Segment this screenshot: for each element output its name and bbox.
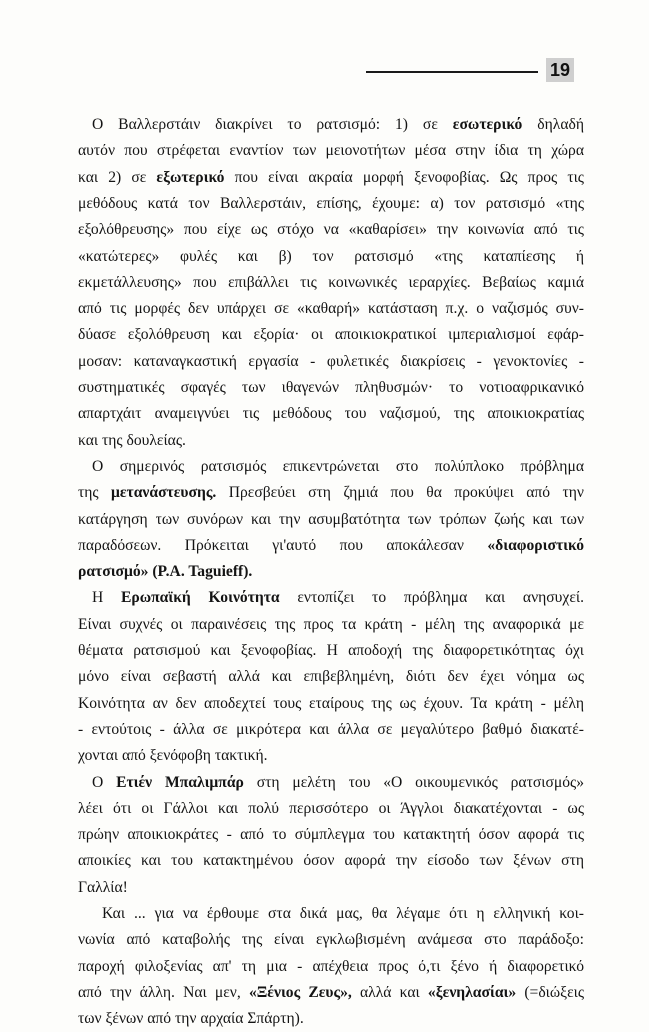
text-run: μεθόδους κατά τον Βαλλερστάιν, επίσης, έχουμε: α) τον ρατσισμό «της — [78, 194, 584, 212]
text-line — [78, 638, 584, 664]
text-run: από τις μορφές δεν υπάρχει σε «καθαρή» κατάσταση π.χ. ο ναζισμός συν- — [78, 300, 584, 318]
text-line — [78, 191, 584, 217]
text-line — [78, 217, 584, 243]
text-line — [78, 349, 584, 375]
text-run: Πρεσβεύει στη ζημιά που θα προκύψει από την — [216, 484, 584, 502]
text-line — [78, 822, 584, 848]
text-line — [78, 480, 584, 506]
text-line — [78, 717, 584, 743]
page-number: 19 — [546, 58, 574, 82]
text-line — [78, 559, 584, 585]
text-line — [78, 691, 584, 717]
bold-term: Ερωπαϊκή Κοινότητα — [121, 589, 280, 607]
text-line — [78, 954, 584, 980]
text-line — [78, 848, 584, 874]
bold-term: εξωτερικό — [156, 168, 225, 186]
text-run: λέει ότι οι Γάλλοι και πολύ περισσότερο οι Άγγλοι διακατέχονται - ως — [78, 799, 584, 817]
text-run: που είναι ακραία μορφή ξενοφοβίας. Ως προς τις — [224, 168, 584, 186]
text-line — [78, 296, 584, 322]
text-line — [92, 454, 584, 480]
bold-term: μετανάστευσης. — [111, 484, 217, 502]
bold-term: «Ξένιος Ζευς», — [248, 983, 352, 1001]
text-line — [78, 796, 584, 822]
text-line — [78, 244, 584, 270]
text-run: παροχή φιλοξενίας απ' τη μια - απέχθεια προς ό,τι ξένο ή διαφορετικό — [78, 957, 584, 975]
text-line — [78, 533, 584, 559]
bold-term: Ετιέν Μπαλιμπάρ — [116, 773, 244, 791]
text-line — [78, 507, 584, 533]
text-run: των ξένων από την αρχαία Σπάρτη). — [78, 1010, 304, 1028]
text-run: «κατώτερες» φυλές και β) τον ρατσισμό «της καταπίεσης ή — [78, 247, 584, 265]
text-run: και 2) σε — [78, 168, 157, 186]
text-run: θέματα ρατσισμού και ξενοφοβίας. Η αποδοχή της διαφορετικότητας όχι — [78, 642, 584, 659]
text-run: Ο — [92, 773, 117, 791]
text-run: δύασε εξολόθρευση και εξορία· οι αποικιοκρατικοί ιμπεριαλισμοί εφάρ- — [78, 326, 584, 344]
text-line — [78, 322, 584, 348]
text-run: από την άλλη. Ναι μεν, — [78, 983, 249, 1001]
text-run: (=διώξεις — [516, 983, 585, 1001]
text-line — [102, 901, 584, 927]
text-line — [78, 612, 584, 638]
text-run: Και ... για να έρθουμε στα δικά μας, θα λέγαμε ότι η ελληνική κοι- — [102, 905, 584, 922]
text-line — [78, 375, 584, 401]
text-run: μόνο είναι σεβαστή αλλά και επιβεβλημένη, διότι δεν έχει νόημα ως — [78, 668, 584, 686]
bold-term: «διαφοριστικό — [487, 536, 584, 554]
text-line — [78, 664, 584, 690]
text-line — [92, 585, 584, 611]
bold-term: ρατσισμό» (P.A. Taguieff). — [78, 563, 253, 581]
text-run: κατάργηση των συνόρων και την ασυμβατότητα των τρόπων ζωής και των — [78, 510, 584, 528]
text-run: πρώην αποικιοκράτες - από το σύμπλεγμα του κατακτητή όσον αφορά τις — [78, 826, 584, 844]
text-run: αλλά και — [351, 983, 428, 1001]
text-run: αποικίες και του κατακτημένου όσον αφορά την είσοδο των ξένων στη — [78, 852, 584, 870]
text-line — [78, 270, 584, 296]
header-rule — [366, 71, 538, 73]
text-run: Η — [92, 589, 121, 607]
text-line — [78, 875, 584, 901]
text-line — [78, 980, 584, 1006]
text-line — [78, 927, 584, 953]
text-run: δηλαδή — [522, 116, 584, 133]
text-line — [78, 138, 584, 164]
text-run: παραδόσεων. Πρόκειται γι'αυτό που αποκάλεσαν — [78, 536, 488, 554]
bold-term: εσωτερικό — [452, 116, 523, 133]
text-run: εξολόθρευσης» που είχε ως στόχο να «καθαρίσει» την κοινωνία από τις — [78, 221, 584, 239]
bold-term: «ξενηλασίαι» — [427, 983, 517, 1001]
text-run: Είναι συχνές οι παραινέσεις της προς τα κράτη - μέλη της αναφορικά με — [78, 615, 584, 633]
text-run: - εντούτοις - άλλα σε μικρότερα και άλλα σε μεγαλύτερο βαθμό διακατέ- — [78, 720, 584, 738]
text-run: νωνία από καταβολής της είναι εγκλωβισμένη ανάμεσα στο παράδοξο: — [78, 931, 584, 949]
text-run: Ο σημερινός ρατσισμός επικεντρώνεται στο πολύπλοκο πρόβλημα — [92, 457, 584, 475]
text-run: και της δουλείας. — [78, 431, 186, 449]
text-line — [78, 401, 584, 427]
text-run: στη μελέτη του «Ο οικουμενικός ρατσισμός» — [243, 773, 584, 791]
text-line — [92, 770, 584, 796]
text-line — [78, 165, 584, 191]
text-run: εκμετάλλευσης» που επιβάλλει τις κοινωνικές ιεραρχίες. Βεβαίως καμιά — [78, 273, 584, 291]
text-run: συστηματικές σφαγές των ιθαγενών πληθυσμών· το νοτιοαφρικανικό — [78, 379, 584, 396]
text-run: Κοινότητα αν δεν αποδεχτεί τους εταίρους της ως έχουν. Τα κράτη - μέλη — [78, 694, 584, 712]
text-run: Ο Βαλλερστάιν διακρίνει το ρατσισμό: 1) σε — [92, 116, 453, 133]
text-line — [78, 1006, 584, 1032]
text-run: αυτόν που στρέφεται εναντίον των μειονοτήτων μέσα στην ίδια τη χώρα — [78, 142, 584, 160]
text-line — [78, 428, 584, 454]
text-line — [92, 112, 584, 138]
text-run: μοσαν: καταναγκαστική εργασία - φυλετικές διακρίσεις - γενοκτονίες - — [78, 352, 584, 370]
text-run: Γαλλία! — [78, 878, 128, 896]
text-run: εντοπίζει το πρόβλημα και ανησυχεί. — [279, 589, 584, 607]
text-run: της — [78, 484, 112, 502]
text-run: απαρτχάιτ αναμειγνύει τις μεθόδους του ναζισμού, της αποικιοκρατίας — [78, 405, 584, 423]
text-run: χονται από ξενόφοβη τακτική. — [78, 747, 268, 765]
text-line — [78, 743, 584, 769]
